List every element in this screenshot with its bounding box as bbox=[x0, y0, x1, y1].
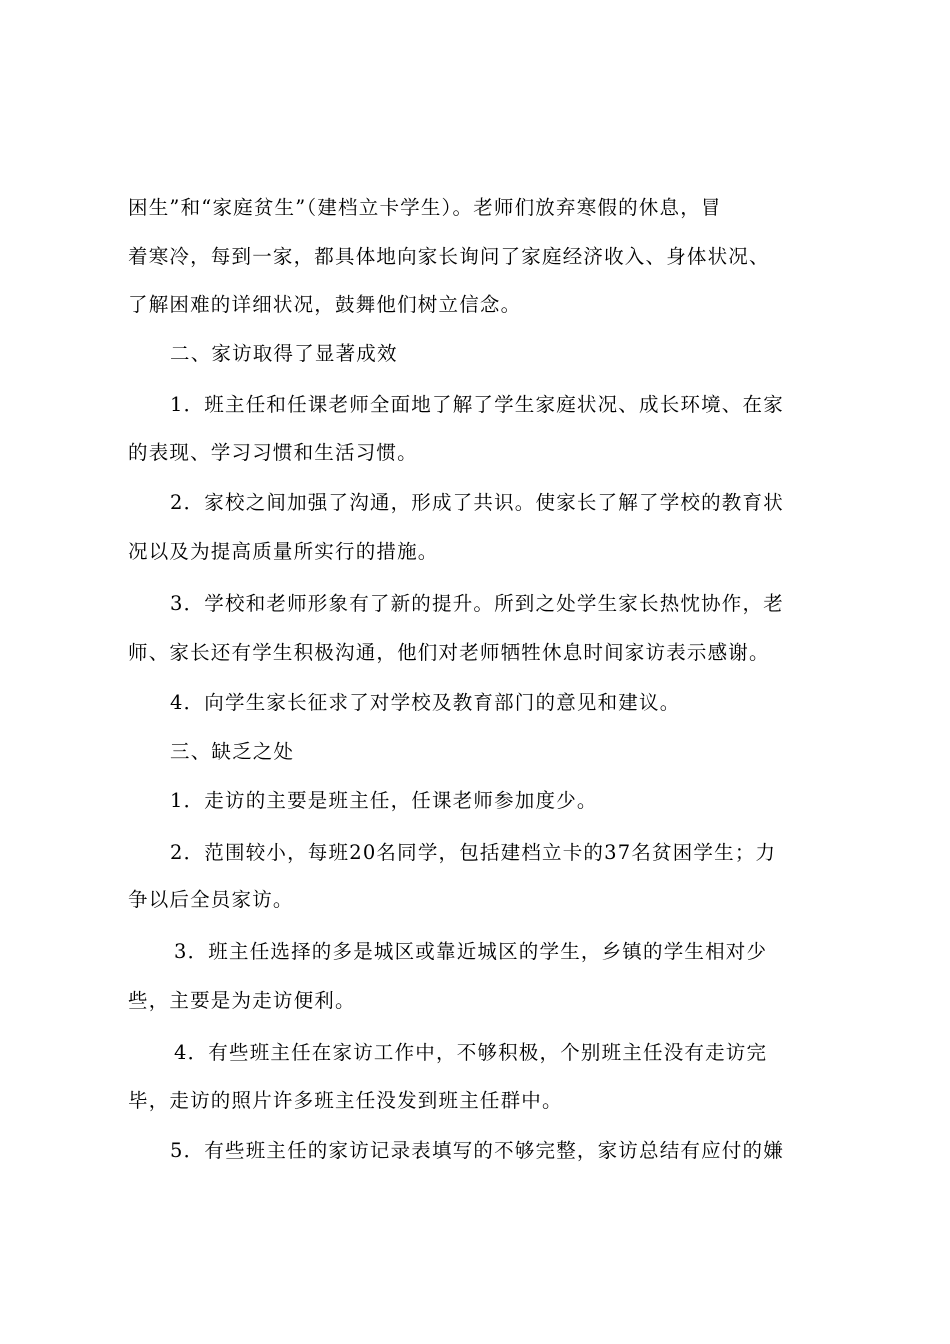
section-heading: 三、缺乏之处 bbox=[170, 740, 295, 763]
list-item-line: 争以后全员家访。 bbox=[128, 888, 294, 911]
list-item-line: 的表现、学习习惯和生活习惯。 bbox=[128, 441, 418, 464]
list-item-line: 3．学校和老师形象有了新的提升。所到之处学生家长热忱协作，老 bbox=[170, 592, 784, 615]
list-item-line: 2．家校之间加强了沟通，形成了共识。使家长了解了学校的教育状 bbox=[170, 491, 784, 514]
list-item-line: 况以及为提高质量所实行的措施。 bbox=[128, 540, 439, 563]
list-item-line: 4．向学生家长征求了对学校及教育部门的意见和建议。 bbox=[170, 691, 681, 714]
list-item-line: 5．有些班主任的家访记录表填写的不够完整，家访总结有应付的嫌 bbox=[170, 1139, 784, 1162]
list-item-line: 些，主要是为走访便利。 bbox=[128, 989, 356, 1012]
list-item-line: 师、家长还有学生积极沟通，他们对老师牺牲休息时间家访表示感谢。 bbox=[128, 641, 770, 664]
paragraph-line: 困生”和“家庭贫生”（建档立卡学生）。老师们放弃寒假的休息，冒 bbox=[128, 196, 722, 219]
list-item-line: 2．范围较小，每班20名同学，包括建档立卡的37名贫困学生；力 bbox=[170, 841, 777, 864]
list-item-line: 4．有些班主任在家访工作中，不够积极，个别班主任没有走访完 bbox=[174, 1041, 768, 1064]
list-item-line: 1．班主任和任课老师全面地了解了学生家庭状况、成长环境、在家 bbox=[170, 393, 784, 416]
list-item-line: 3．班主任选择的多是城区或靠近城区的学生，乡镇的学生相对少 bbox=[174, 940, 768, 963]
paragraph-line: 着寒冷，每到一家，都具体地向家长询问了家庭经济收入、身体状况、 bbox=[128, 245, 770, 268]
list-item-line: 1．走访的主要是班主任，任课老师参加度少。 bbox=[170, 789, 598, 812]
paragraph-line: 了解困难的详细状况，鼓舞他们树立信念。 bbox=[128, 293, 522, 316]
section-heading: 二、家访取得了显著成效 bbox=[170, 342, 398, 365]
list-item-line: 毕，走访的照片许多班主任没发到班主任群中。 bbox=[128, 1089, 563, 1112]
